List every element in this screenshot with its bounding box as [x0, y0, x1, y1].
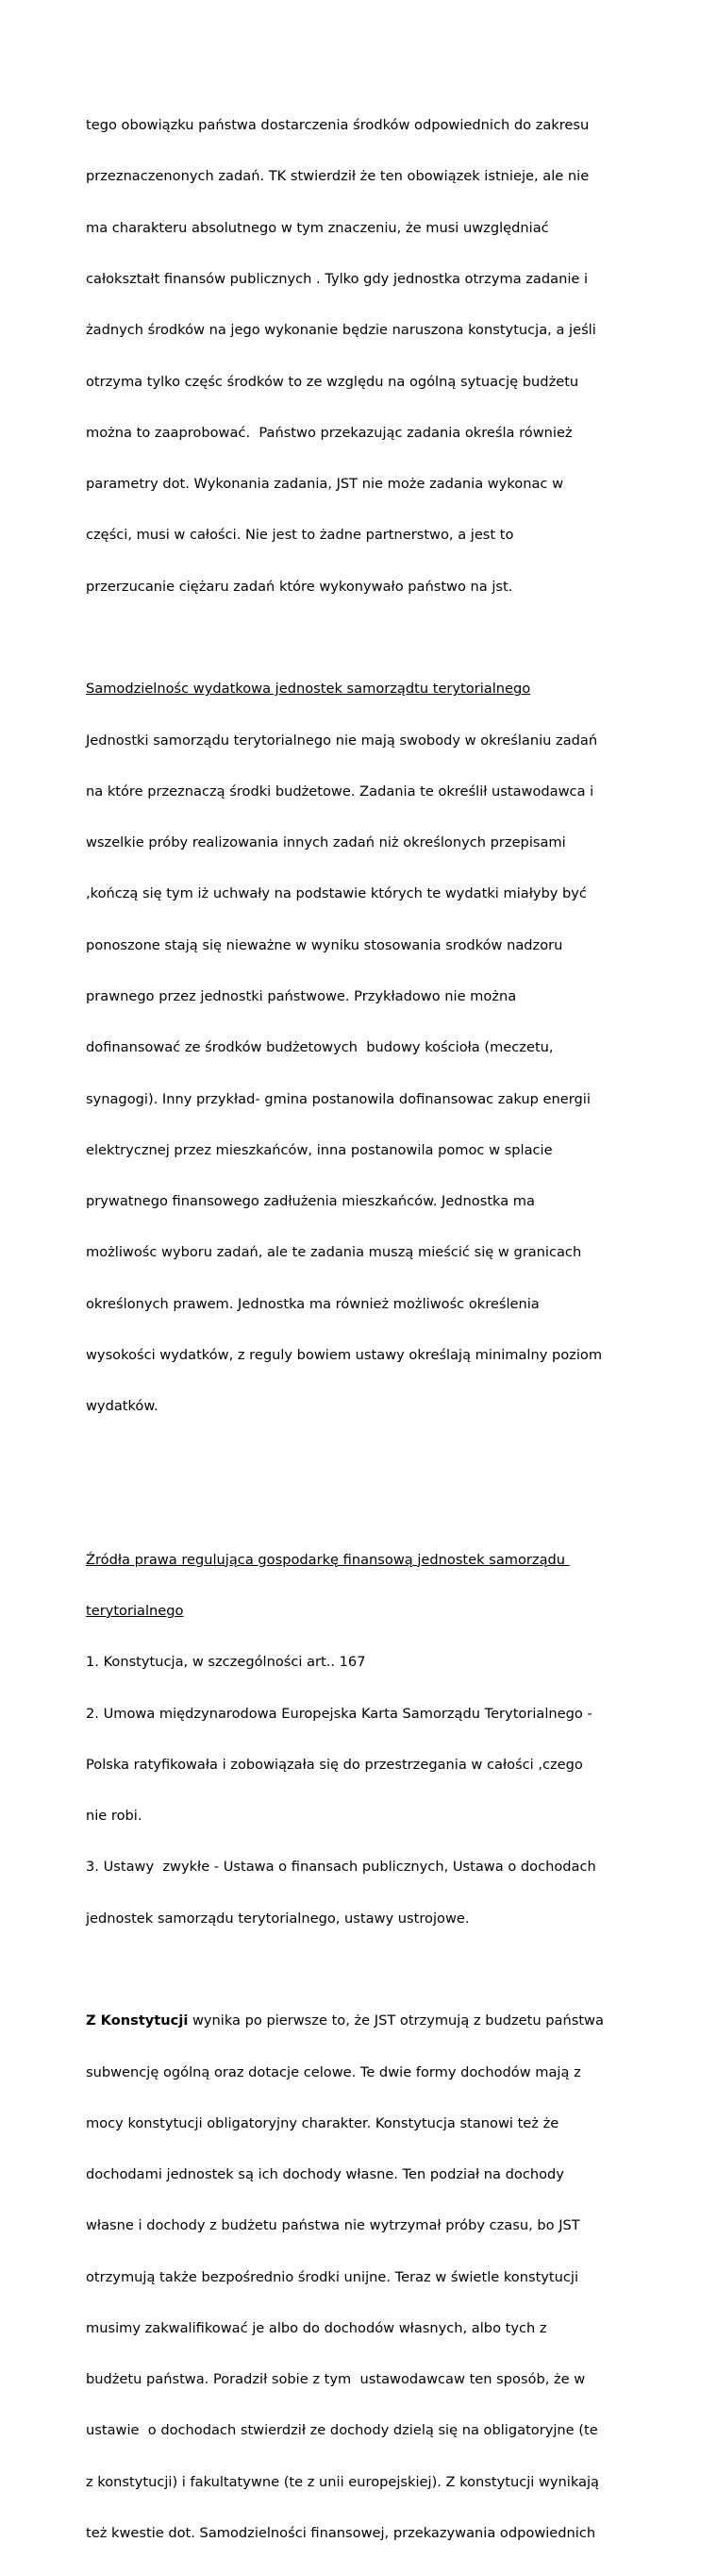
section-heading: Źródła prawa regulująca gospodarkę finansową jednostek samorządu [86, 1551, 570, 1568]
text-line: ,kończą się tym iż uchwały na podstawie których te wydatki miałyby być [86, 885, 587, 902]
text-line: można to zaaprobować. Państwo przekazując zadania określa również [86, 424, 573, 441]
list-item: 3. Ustawy zwykłe - Ustawa o finansach publicznych, Ustawa o dochodach [86, 1859, 596, 1876]
text-line: przerzucanie ciężaru zadań które wykonywało państwo na jst. [86, 578, 513, 595]
text-line: otrzyma tylko częśc środków to ze względu na ogólną sytuację budżetu [86, 373, 579, 390]
text-line: parametry dot. Wykonania zadania, JST nie może zadania wykonac w [86, 476, 563, 493]
text-line: dochodami jednostek są ich dochody własne. Ten podział na dochody [86, 2166, 564, 2183]
text-line: własne i dochody z budżetu państwa nie wytrzymał próby czasu, bo JST [86, 2217, 580, 2234]
text-line: Jednostki samorządu terytorialnego nie mają swobody w określaniu zadań [86, 732, 598, 749]
text-line: określonych prawem. Jednostka ma również możliwośc określenia [86, 1295, 540, 1312]
text-line: prawnego przez jednostki państwowe. Przykładowo nie można [86, 987, 517, 1004]
section-sources-of-law [86, 1518, 660, 1961]
text-line: mocy konstytucji obligatoryjny charakter. Konstytucja stanowi też że [86, 2114, 559, 2131]
text-line: budżetu państwa. Poradził sobie z tym ustawodawcaw ten sposób, że w [86, 2371, 586, 2388]
text-line: też kwestie dot. Samodzielności finansowej, przekazywania odpowiednich [86, 2525, 596, 2542]
text-line: elektrycznej przez mieszkańców, inna postanowila pomoc w splacie [86, 1141, 553, 1158]
list-item: 1. Konstytucja, w szczególności art.. 167 [86, 1654, 366, 1671]
text-line: prywatnego finansowego zadłużenia mieszkańców. Jednostka ma [86, 1193, 535, 1210]
spacer [86, 630, 660, 647]
text-line: całokształt finansów publicznych . Tylko gdy jednostka otrzyma zadanie i [86, 271, 589, 288]
text-line: dofinansować ze środków budżetowych budowy kościoła (meczetu, [86, 1039, 554, 1056]
paragraph-intro [86, 83, 660, 630]
text-line: nie robi. [86, 1808, 142, 1825]
text-line: jednostek samorządu terytorialnego, ustawy ustrojowe. [86, 1910, 470, 1927]
section-heading: terytorialnego [86, 1602, 184, 1619]
text-line: wszelkie próby realizowania innych zadań niż określonych przepisami [86, 834, 566, 851]
text-line: ustawie o dochodach stwierdził ze dochody dzielą się na obligatoryjne (te [86, 2422, 598, 2439]
text-line: możliwośc wyboru zadań, ale te zadania muszą mieścić się w granicach [86, 1244, 582, 1261]
spacer [86, 1450, 660, 1518]
text-line: z konstytucji) i fakultatywne (te z unii europejskiej). Z konstytucji wynikają [86, 2473, 600, 2490]
list-item: 2. Umowa międzynarodowa Europejska Karta Samorządu Terytorialnego - [86, 1705, 592, 1722]
text-line: otrzymują także bezpośrednio środki unijne. Teraz w świetle konstytucji [86, 2268, 579, 2285]
spacer [86, 1961, 660, 1978]
text-line: żadnych środków na jego wykonanie będzie naruszona konstytucja, a jeśli [86, 322, 596, 339]
text-line: tego obowiązku państwa dostarczenia środków odpowiednich do zakresu [86, 117, 590, 134]
text-line: na które przeznaczą środki budżetowe. Zadania te określił ustawodawca i [86, 783, 594, 800]
text-line: przeznaczenonych zadań. TK stwierdził że ten obowiązek istnieje, ale nie [86, 168, 590, 185]
bold-lead: Z Konstytucji [86, 2012, 189, 2029]
section-expenditure [86, 647, 660, 1449]
section-heading: Samodzielnośc wydatkowa jednostek samorządtu terytorialnego [86, 681, 531, 698]
text-line: wysokości wydatków, z reguly bowiem ustawy określają minimalny poziom [86, 1346, 603, 1363]
text-line: ma charakteru absolutnego w tym znaczeniu, że musi uwzględniać [86, 219, 549, 236]
text-line: musimy zakwalifikować je albo do dochodów własnych, albo tych z [86, 2319, 547, 2336]
text-run: wynika po pierwsze to, że JST otrzymują z budzetu państwa [188, 2012, 604, 2029]
text-line: Polska ratyfikowała i zobowiązała się do przestrzegania w całości ,czego [86, 1756, 583, 1773]
text-line: wydatków. [86, 1398, 158, 1415]
text-line [86, 2012, 660, 2029]
text-line: części, musi w całości. Nie jest to żadne partnerstwo, a jest to [86, 527, 514, 544]
text-line: ponoszone stają się nieważne w wyniku stosowania srodków nadzoru [86, 936, 563, 953]
section-constitution [86, 1978, 660, 2576]
text-line: subwencję ogólną oraz dotacje celowe. Te dwie formy dochodów mają z [86, 2063, 581, 2080]
text-line: synagogi). Inny przykład- gmina postanowila dofinansowac zakup energii [86, 1090, 591, 1107]
